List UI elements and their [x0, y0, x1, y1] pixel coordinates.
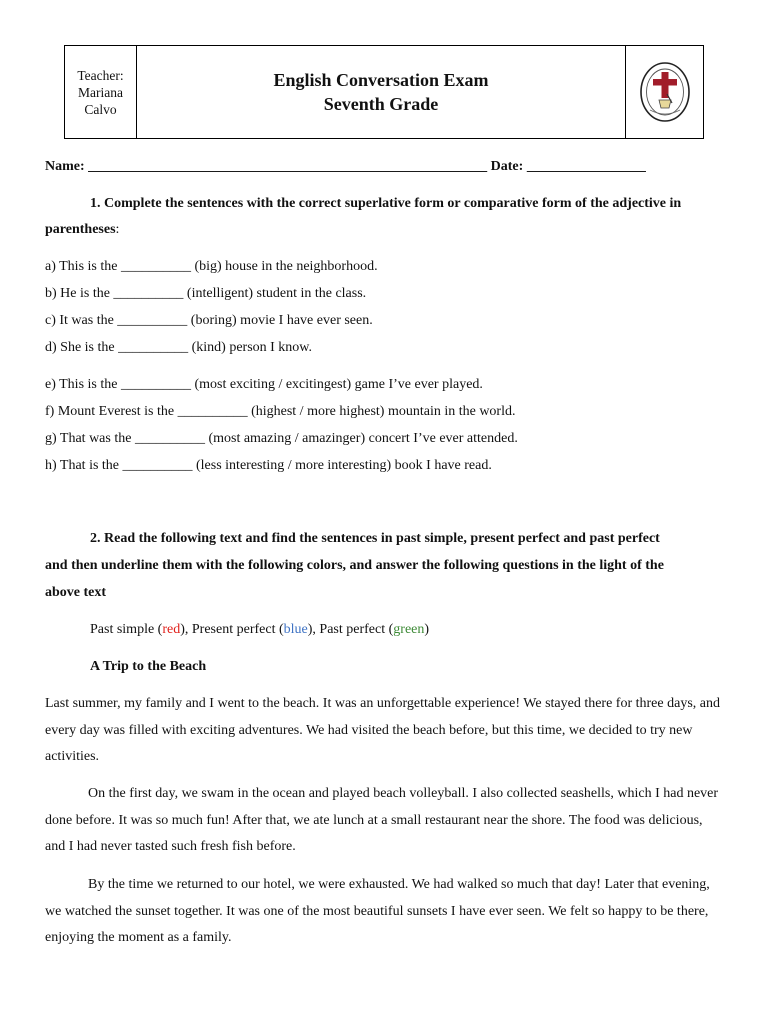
q1-prompt-line-2 [45, 222, 119, 238]
teacher-first-name: Mariana [78, 84, 123, 100]
legend-past-perfect: ), Past perfect ( [307, 622, 394, 637]
q1-item-h: h) That is the __________ (less interesting / more interesting) book I have read. [45, 458, 492, 473]
legend-past-simple: Past simple ( [90, 622, 163, 637]
story-paragraph-1: Last summer, my family and I went to the beach. It was an unforgettable experience! We stayed there for three days, and every day was filled with exciting adventures. We had visited the beach before, but this time, we decided to try new activities. [45, 696, 720, 764]
teacher-last-name: Calvo [84, 101, 117, 117]
story-title: A Trip to the Beach [90, 659, 207, 674]
teacher-label: Teacher: [77, 67, 124, 83]
legend-present-perfect: ), Present perfect ( [180, 622, 284, 637]
q1-item-d: d) She is the __________ (kind) person I know. [45, 340, 313, 355]
q2-prompt-line-3: above text [45, 585, 107, 600]
logo-cell [625, 46, 703, 138]
legend-close: ) [424, 622, 430, 637]
story-paragraph-2 [45, 781, 725, 861]
exam-title: English Conversation Exam [273, 70, 489, 90]
legend-blue: blue [283, 622, 308, 637]
q1-prompt-colon: : [115, 222, 120, 237]
exam-subtitle: Seventh Grade [323, 94, 439, 114]
q2-prompt-line-2: and then underline them with the following colors, and answer the following questions in the light of the [45, 558, 664, 573]
story-paragraph-3 [45, 872, 725, 952]
q1-item-f: f) Mount Everest is the __________ (highest / more highest) mountain in the world. [45, 404, 516, 419]
name-label: Name: [45, 159, 85, 174]
teacher-cell [65, 46, 137, 138]
title-cell [137, 46, 625, 138]
q1-item-g: g) That was the __________ (most amazing / amazinger) concert I’ve ever attended. [45, 431, 518, 446]
color-legend [90, 622, 429, 638]
q1-item-e: e) This is the __________ (most exciting / excitingest) game I’ve ever played. [45, 377, 483, 392]
q1-item-c: c) It was the __________ (boring) movie I have ever seen. [45, 313, 373, 328]
name-date-line [45, 159, 646, 175]
q2-prompt-line-1: 2. Read the following text and find the sentences in past simple, present perfect and past perfect [90, 531, 660, 546]
name-blank[interactable]: _________________________________________________________ [88, 159, 488, 174]
q1-item-b: b) He is the __________ (intelligent) student in the class. [45, 286, 367, 301]
date-blank[interactable]: _________________ [526, 159, 646, 174]
school-crest-icon [638, 60, 692, 124]
q1-prompt-line-1: 1. Complete the sentences with the correct superlative form or comparative form of the adjective in [90, 196, 682, 211]
exam-header [64, 45, 704, 139]
legend-red: red [162, 622, 181, 637]
story-paragraph-2-text: On the first day, we swam in the ocean and played beach volleyball. I also collected seashells, which I had never done before. It was so much fun! After that, we ate lunch at a small restaurant near the shore. The food was delicious, and I had never tasted such fresh fish before. [45, 786, 719, 854]
date-label: Date: [490, 159, 524, 174]
legend-green: green [393, 622, 425, 637]
q1-item-a: a) This is the __________ (big) house in the neighborhood. [45, 259, 378, 274]
q1-prompt-bold: parentheses [45, 222, 116, 237]
story-paragraph-3-text: By the time we returned to our hotel, we were exhausted. We had walked so much that day! Later that evening, we watched the sunset together. It was one of the most beautiful sunsets I have ever seen. We felt so happy to be there, enjoying the moment as a family. [45, 877, 710, 945]
